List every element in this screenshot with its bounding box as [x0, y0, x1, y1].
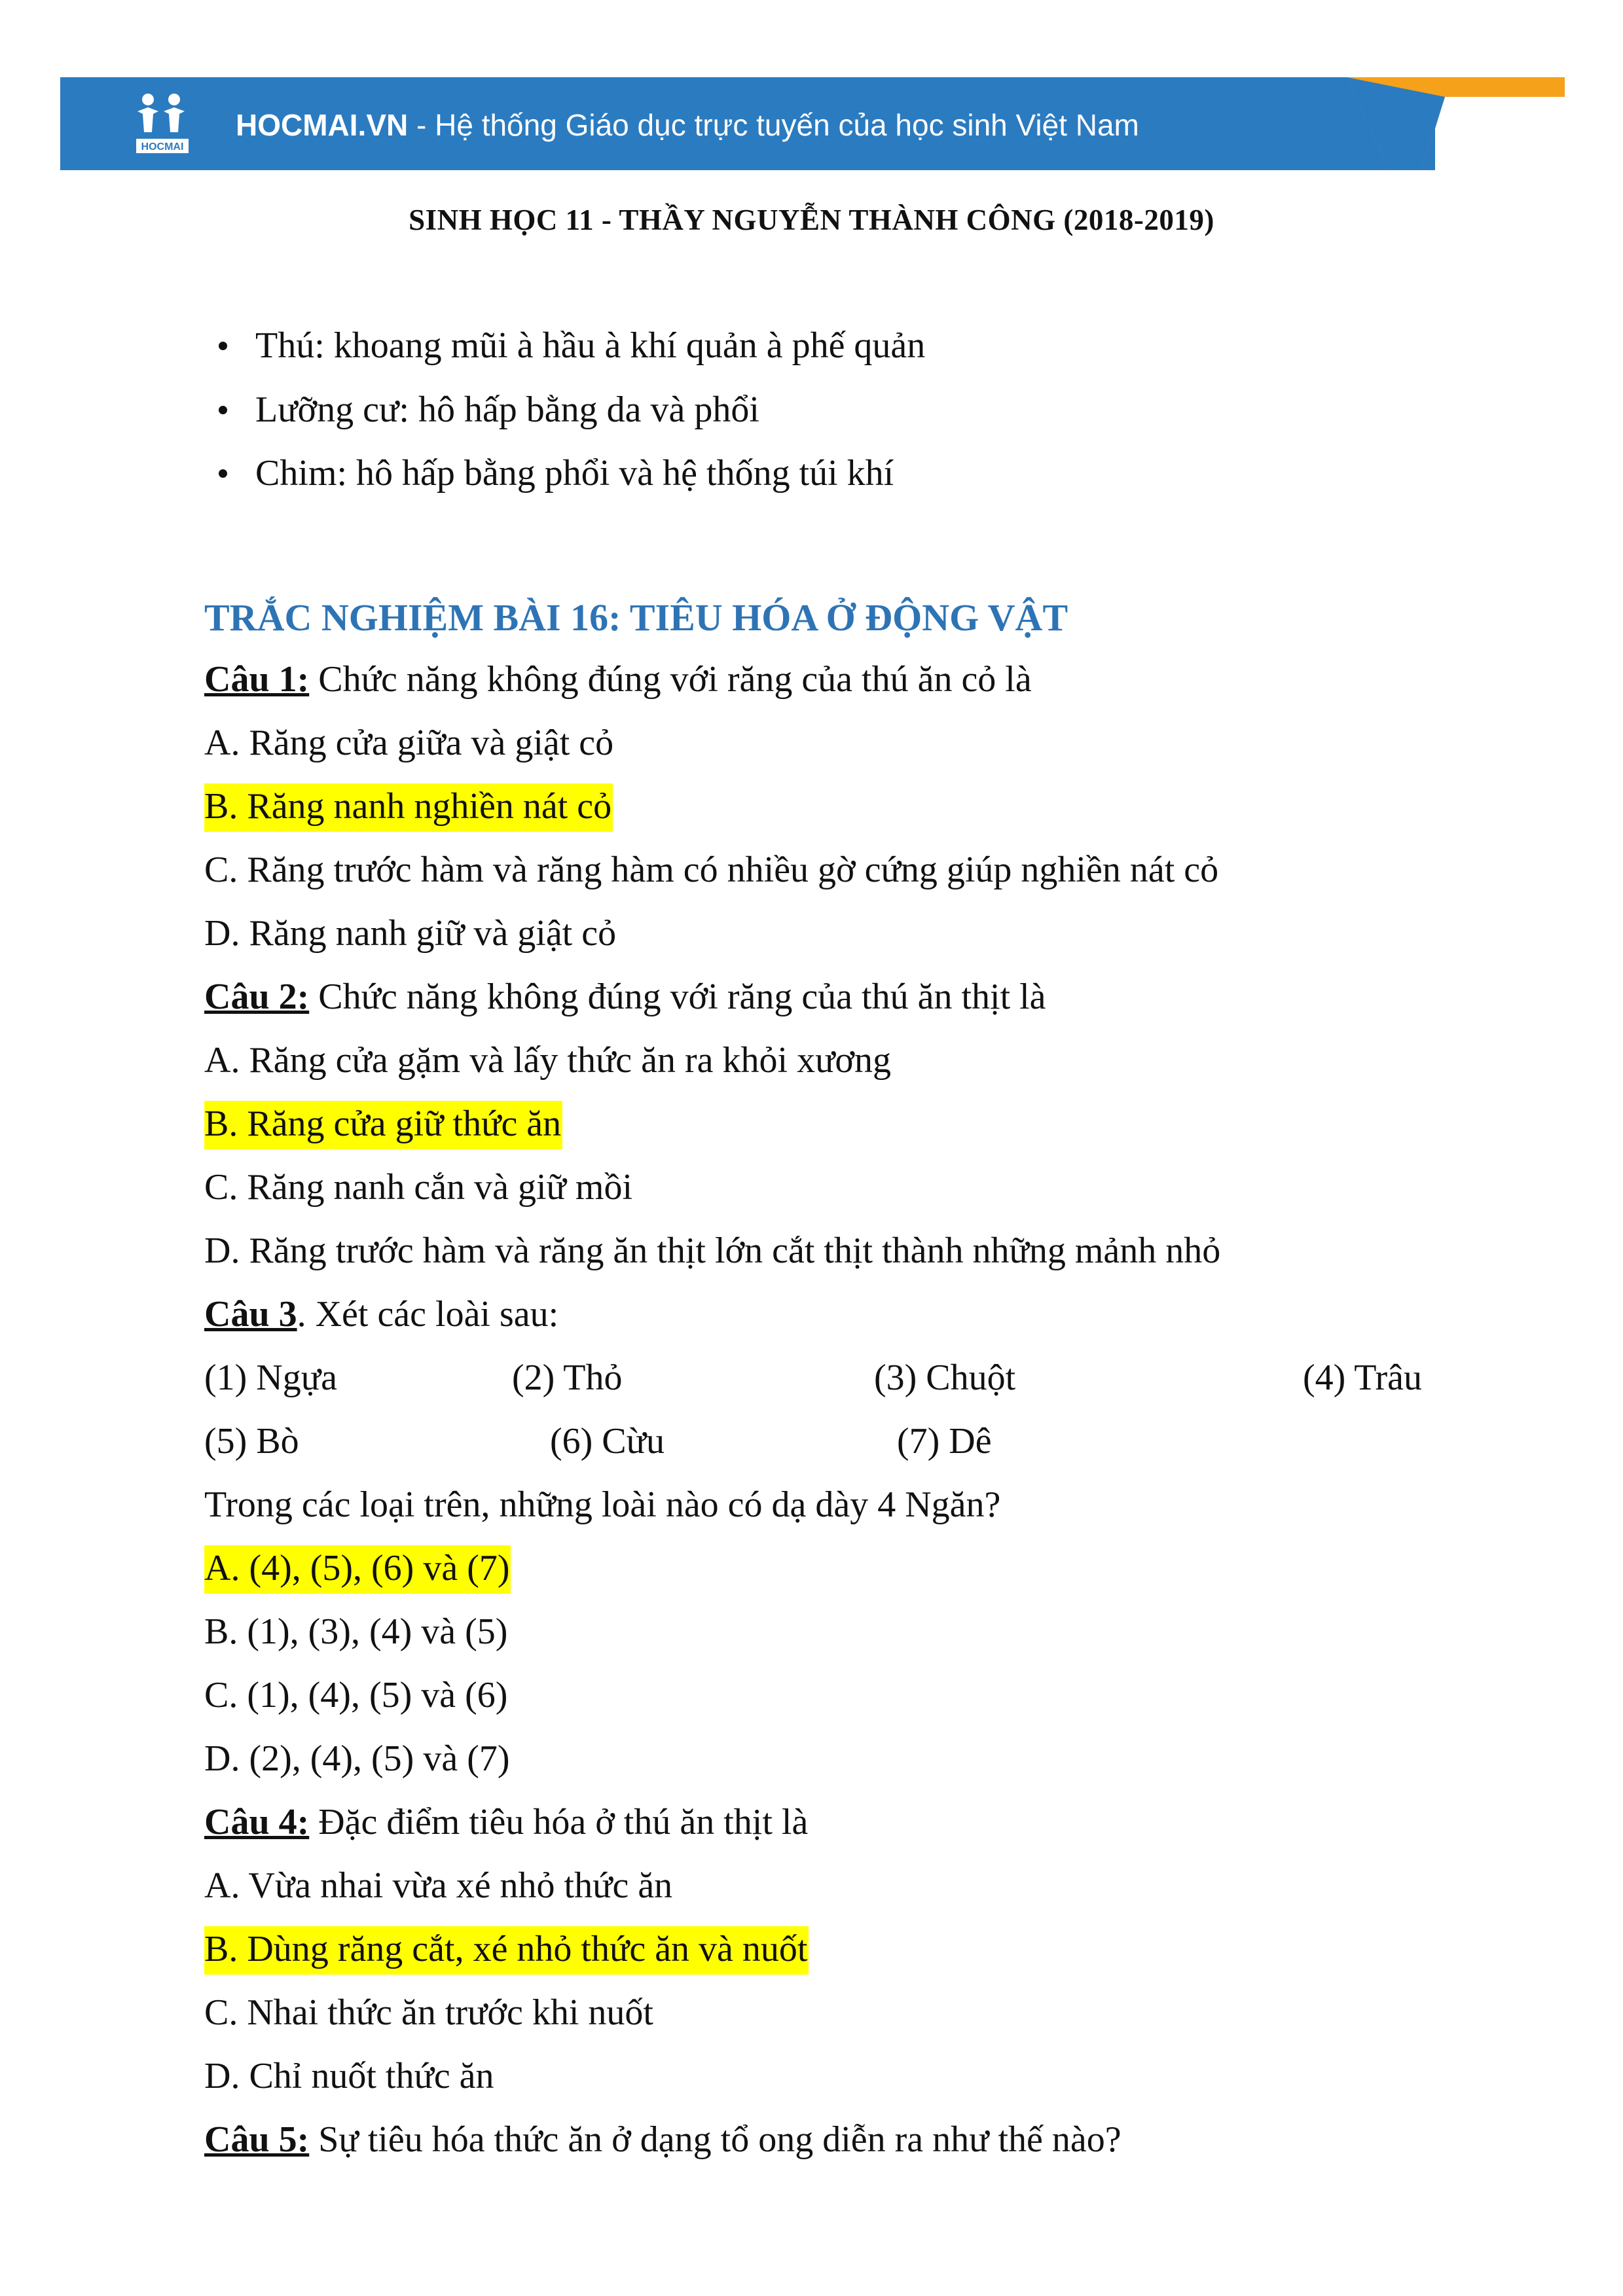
- question-3: [204, 1296, 558, 1333]
- bullet-dot-icon: [219, 469, 227, 478]
- species-item: (4) Trâu: [1303, 1357, 1423, 1398]
- question-label: Câu 2:: [204, 977, 310, 1017]
- bullet-item: Chim: hô hấp bằng phổi và hệ thống túi khí: [255, 455, 894, 492]
- option-2c: C. Răng nanh cắn và giữ mồi: [204, 1167, 633, 1208]
- option-4d: D. Chỉ nuốt thức ăn: [204, 2056, 494, 2096]
- question-1: [204, 661, 1032, 698]
- question-text: Chức năng không đúng với răng của thú ăn cỏ là: [309, 659, 1032, 700]
- question-label: Câu 1:: [204, 659, 310, 700]
- species-item: (3) Chuột: [874, 1357, 1016, 1398]
- hocmai-logo-icon: [134, 92, 194, 157]
- option-2d: D. Răng trước hàm và răng ăn thịt lớn cắt thịt thành những mảnh nhỏ: [204, 1230, 1221, 1271]
- species-item: (2) Thỏ: [512, 1357, 623, 1398]
- bullet-item: Thú: khoang mũi à hầu à khí quản à phế quản: [255, 327, 925, 364]
- option-2a: A. Răng cửa gặm và lấy thức ăn ra khỏi xương: [204, 1040, 892, 1081]
- question-text: Chức năng không đúng với răng của thú ăn thịt là: [309, 977, 1046, 1017]
- tagline: - Hệ thống Giáo dục trực tuyến của học sinh Việt Nam: [408, 108, 1139, 142]
- question-text: Sự tiêu hóa thức ăn ở dạng tổ ong diễn ra như thế nào?: [309, 2119, 1122, 2160]
- option-4a: A. Vừa nhai vừa xé nhỏ thức ăn: [204, 1865, 673, 1906]
- question-label: Câu 3: [204, 1294, 297, 1335]
- question-text: . Xét các loài sau:: [297, 1294, 559, 1335]
- species-item: (5) Bò: [204, 1421, 299, 1462]
- species-item: (6) Cừu: [550, 1421, 665, 1462]
- question-label: Câu 5:: [204, 2119, 310, 2160]
- option-1b-answer: B. Răng nanh nghiền nát cỏ: [204, 788, 613, 825]
- bullet-item: Lưỡng cư: hô hấp bằng da và phổi: [255, 391, 759, 428]
- question-5: [204, 2121, 1122, 2158]
- option-3a-answer: A. (4), (5), (6) và (7): [204, 1550, 511, 1587]
- brand-name: HOCMAI.VN: [236, 108, 409, 142]
- option-3b: B. (1), (3), (4) và (5): [204, 1611, 508, 1652]
- option-1d: D. Răng nanh giữ và giật cỏ: [204, 913, 617, 954]
- option-4b-answer: B. Dùng răng cắt, xé nhỏ thức ăn và nuốt: [204, 1931, 809, 1967]
- header-banner: [60, 77, 1565, 170]
- question-text: Đặc điểm tiêu hóa ở thú ăn thịt là: [309, 1802, 809, 1842]
- species-item: (1) Ngựa: [204, 1357, 337, 1398]
- bullet-dot-icon: [219, 406, 227, 414]
- option-4c: C. Nhai thức ăn trước khi nuốt: [204, 1992, 653, 2033]
- svg-text:HOCMAI: HOCMAI: [141, 141, 184, 152]
- question-2: [204, 978, 1046, 1015]
- species-item: (7) Dê: [897, 1421, 992, 1462]
- question-4: [204, 1804, 808, 1840]
- option-1a: A. Răng cửa giữa và giật cỏ: [204, 723, 614, 763]
- page-subtitle: SINH HỌC 11 - THẦY NGUYỄN THÀNH CÔNG (2018-2019): [409, 204, 1214, 236]
- bullet-dot-icon: [219, 342, 227, 350]
- section-title: TRẮC NGHIỆM BÀI 16: TIÊU HÓA Ở ĐỘNG VẬT: [204, 596, 1068, 639]
- brand-tagline: [236, 107, 1139, 143]
- question-3-prompt: Trong các loại trên, những loài nào có dạ dày 4 Ngăn?: [204, 1484, 1001, 1525]
- option-3c: C. (1), (4), (5) và (6): [204, 1675, 508, 1715]
- option-1c: C. Răng trước hàm và răng hàm có nhiều gờ cứng giúp nghiền nát cỏ: [204, 850, 1219, 890]
- option-2b-answer: B. Răng cửa giữ thức ăn: [204, 1105, 562, 1142]
- question-label: Câu 4:: [204, 1802, 310, 1842]
- option-3d: D. (2), (4), (5) và (7): [204, 1738, 510, 1779]
